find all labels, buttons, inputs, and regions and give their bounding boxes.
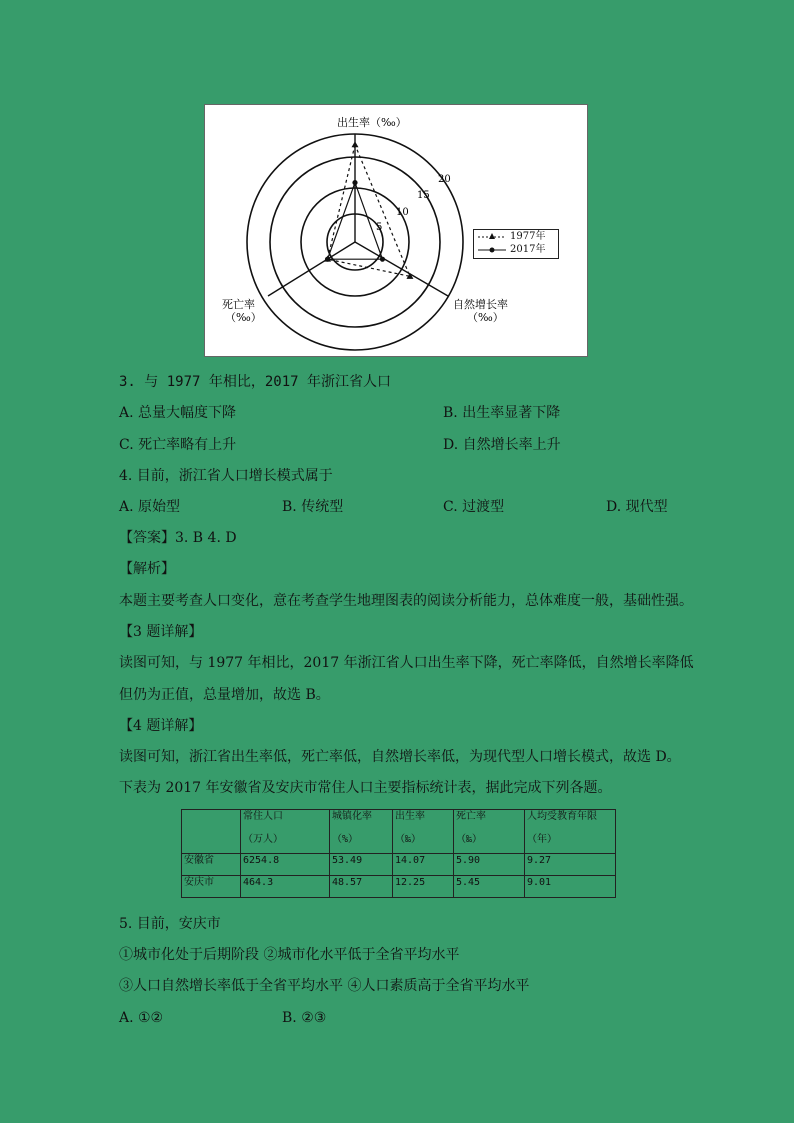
table-cell: 安庆市 (182, 876, 241, 898)
q3-option-c: C. 死亡率略有上升 (119, 437, 237, 453)
population-table (181, 809, 616, 898)
header-unit: （年） (527, 834, 557, 845)
q3-option-a: A. 总量大幅度下降 (119, 405, 237, 421)
table-cell: 464.3 (241, 876, 330, 898)
table-cell: 5.45 (454, 876, 525, 898)
table-cell: 5.90 (454, 854, 525, 876)
header-cell (241, 810, 330, 854)
axis-label-death-unit: （‰） (225, 311, 262, 324)
radar-figure (204, 104, 588, 357)
q3-detail-title: 【3 题详解】 (119, 624, 203, 640)
analysis-text: 本题主要考查人口变化，意在考查学生地理图表的阅读分析能力，总体难度一般，基础性强。 (119, 593, 693, 609)
ring-label-20: 20 (438, 174, 451, 185)
header-cell (330, 810, 393, 854)
q4-option-c: C. 过渡型 (443, 499, 505, 515)
legend-1977-label: 1977年 (510, 231, 546, 242)
answer-line: 【答案】3. B 4. D (119, 530, 237, 546)
q3-detail-line-1: 读图可知，与 1977 年相比，2017 年浙江省人口出生率下降，死亡率降低，自然增长率降低 (119, 655, 694, 671)
header-text: 出生率 (395, 811, 425, 822)
header-cell (525, 810, 616, 854)
header-unit: （%） (332, 834, 359, 845)
point-1977年-0 (352, 141, 359, 147)
q4-detail-title: 【4 题详解】 (119, 718, 203, 734)
axis-label-growth: 自然增长率 (453, 298, 508, 311)
q3-option-d: D. 自然增长率上升 (443, 437, 561, 453)
axis-growth (355, 242, 448, 296)
q4-detail-line-1: 读图可知，浙江省出生率低，死亡率低，自然增长率低，为现代型人口增长模式，故选 D。 (119, 749, 681, 765)
q4-option-a: A. 原始型 (119, 499, 181, 515)
header-cell (454, 810, 525, 854)
analysis-title: 【解析】 (119, 561, 175, 577)
header-unit: （‰） (456, 834, 483, 845)
ring-label-15: 15 (417, 190, 430, 201)
q5-option-a: A. ①② (119, 1010, 164, 1026)
legend-2017-marker (476, 243, 510, 256)
q5-options-1-2: ①城市化处于后期阶段 ②城市化水平低于全省平均水平 (119, 947, 460, 963)
header-text: 人均受教育年限 (527, 811, 597, 822)
q3-detail-line-2: 但仍为正值，总量增加，故选 B。 (119, 687, 330, 703)
table-cell: 6254.8 (241, 854, 330, 876)
table-cell: 12.25 (393, 876, 454, 898)
table-intro: 下表为 2017 年安徽省及安庆市常住人口主要指标统计表，据此完成下列各题。 (119, 780, 612, 796)
q5-options-3-4: ③人口自然增长率低于全省平均水平 ④人口素质高于全省平均水平 (119, 978, 530, 994)
table-row (182, 876, 616, 898)
header-text: 常住人口 (243, 811, 283, 822)
table-cell: 14.07 (393, 854, 454, 876)
table-cell: 48.57 (330, 876, 393, 898)
q5-option-b: B. ②③ (282, 1010, 327, 1026)
chart-legend (473, 229, 559, 259)
header-cell (393, 810, 454, 854)
header-text: 死亡率 (456, 811, 486, 822)
q4-option-b: B. 传统型 (282, 499, 344, 515)
table-cell: 9.27 (525, 854, 616, 876)
header-text: 城镇化率 (332, 811, 372, 822)
ring-label-10: 10 (396, 207, 409, 218)
axis-label-death: 死亡率 (222, 298, 255, 311)
point-2017年-0 (352, 180, 357, 185)
table-row (182, 854, 616, 876)
point-2017年-1 (325, 257, 330, 262)
axis-death (268, 242, 355, 296)
legend-1977-marker (476, 230, 510, 243)
header-unit: （万人） (243, 834, 283, 845)
q3-option-b: B. 出生率显著下降 (443, 405, 561, 421)
table-cell: 安徽省 (182, 854, 241, 876)
q5-stem: 5. 目前，安庆市 (119, 916, 221, 932)
q4-stem: 4. 目前，浙江省人口增长模式属于 (119, 468, 333, 484)
header-cell (182, 810, 241, 854)
ring-label-5: 5 (376, 222, 383, 233)
q4-option-d: D. 现代型 (606, 499, 668, 515)
q3-stem: 3. 与 1977 年相比，2017 年浙江省人口 (119, 374, 392, 390)
axis-label-birth: 出生率（‰） (337, 116, 407, 129)
point-2017年-2 (380, 257, 385, 262)
axis-label-growth-unit: （‰） (467, 311, 504, 324)
table-cell: 53.49 (330, 854, 393, 876)
table-cell: 9.01 (525, 876, 616, 898)
legend-2017-label: 2017年 (510, 244, 546, 255)
header-unit: （‰） (395, 834, 422, 845)
table-header-row (182, 810, 616, 854)
